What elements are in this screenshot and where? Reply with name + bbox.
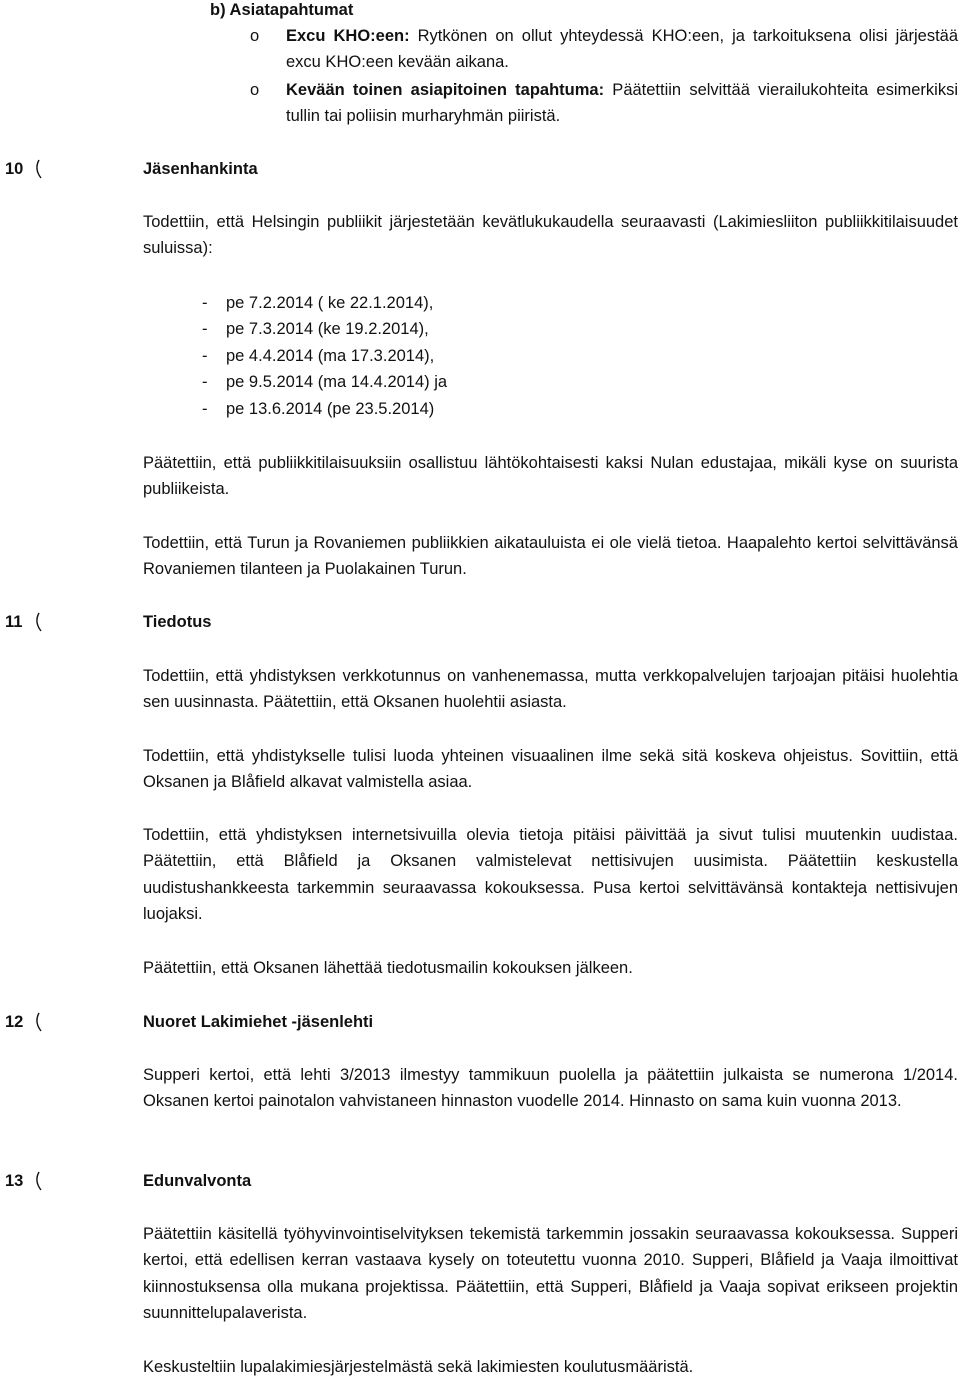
item-text: Rytkönen on ollut yhteydessä KHO:een, ja tarkoituksena olisi järjestää excu KHO:een kevään aikana. xyxy=(286,27,959,72)
dash-marker: - xyxy=(202,294,208,312)
dash-marker: - xyxy=(202,320,208,338)
list-item: pe 7.3.2014 (ke 19.2.2014), xyxy=(226,320,429,338)
paragraph: Päätettiin, että publiikkitilaisuuksiin osallistuu lähtökohtaisesti kaksi Nulan edustajaa, mikäli kyse on suurista publiikeista. xyxy=(143,454,958,499)
section-sign-icon xyxy=(32,159,42,179)
bullet-marker: o xyxy=(250,81,260,99)
list-item xyxy=(286,77,958,130)
section-title: Edunvalvonta xyxy=(143,1172,252,1190)
list-item: pe 4.4.2014 (ma 17.3.2014), xyxy=(226,347,435,365)
dash-marker: - xyxy=(202,347,208,365)
paragraph: Todettiin, että yhdistykselle tulisi luoda yhteinen visuaalinen ilme sekä sitä koskeva ohjeistus. Sovittiin, että Oksanen ja Blåfield alkavat valmistella asiaa. xyxy=(143,747,958,792)
section-number: 10 xyxy=(5,160,24,178)
section-sign-icon xyxy=(32,1012,42,1032)
section-title: Jäsenhankinta xyxy=(143,160,258,178)
paragraph: Todettiin, että yhdistyksen verkkotunnus on vanhenemassa, mutta verkkopalvelujen tarjoajan pitäisi huolehtia sen uusinnasta. Päätettiin, että Oksanen huolehtii asiasta. xyxy=(143,667,958,712)
list-item: pe 13.6.2014 (pe 23.5.2014) xyxy=(226,400,435,418)
bullet-marker: o xyxy=(250,27,260,45)
section-number: 12 xyxy=(5,1013,24,1031)
paragraph: Supperi kertoi, että lehti 3/2013 ilmestyy tammikuun puolella ja päätettiin julkaista se numerona 1/2014. Oksanen kertoi painotalon vahvistaneen hinnaston vuodelle 2014. Hinnasto on sama kuin vuonna 2013. xyxy=(143,1066,958,1111)
section-number: 11 xyxy=(5,613,23,631)
list-item xyxy=(286,23,958,76)
paragraph: Päätettiin käsitellä työhyvinvointiselvityksen tekemistä tarkemmin jossakin seuraavassa kokouksessa. Supperi kertoi, että edellisen kerran vastaava kysely on toteutettu vuonna 2010. Supperi, Blåfield ja Vaaja ilmoittivat kiinnostuksensa olla mukana projektissa. Päätettiin, että Supperi, Blåfield ja Vaaja sopivat erikseen projektin suunnittelupalaverista. xyxy=(143,1225,958,1323)
section-title: Tiedotus xyxy=(143,613,212,631)
paragraph: Keskusteltiin lupalakimiesjärjestelmästä sekä lakimiesten koulutusmääristä. xyxy=(143,1358,694,1376)
item-label: Kevään toinen asiapitoinen tapahtuma: xyxy=(286,81,605,99)
paragraph: Todettiin, että Helsingin publiikit järjestetään kevätlukukaudella seuraavasti (Lakimiesliiton publiikkitilaisuudet suluissa): xyxy=(143,213,958,258)
list-item: pe 9.5.2014 (ma 14.4.2014) ja xyxy=(226,373,448,391)
dash-marker: - xyxy=(202,373,208,391)
subsection-title: b) Asiatapahtumat xyxy=(210,1,354,19)
section-title: Nuoret Lakimiehet -jäsenlehti xyxy=(143,1013,374,1031)
item-label: Excu KHO:een: xyxy=(286,27,410,45)
paragraph: Todettiin, että Turun ja Rovaniemen publiikkien aikatauluista ei ole vielä tietoa. Haapalehto kertoi selvittävänsä Rovaniemen tilanteen ja Puolakainen Turun. xyxy=(143,534,958,579)
paragraph: Päätettiin, että Oksanen lähettää tiedotusmailin kokouksen jälkeen. xyxy=(143,959,633,977)
dash-marker: - xyxy=(202,400,208,418)
item-text: Päätettiin selvittää vierailukohteita esimerkiksi tullin tai poliisin murharyhmän piiristä. xyxy=(286,81,958,126)
paragraph: Todettiin, että yhdistyksen internetsivuilla olevia tietoja pitäisi päivittää ja sivut tulisi muutenkin uudistaa. Päätettiin, että Blåfield ja Oksanen valmistelevat nettisivujen uusimista. Päätettiin keskustella uudistushankkeesta tarkemmin seuraavassa kokouksessa. Pusa kertoi selvittävänsä kontakteja nettisivujen luojaksi. xyxy=(143,826,958,924)
list-item: pe 7.2.2014 ( ke 22.1.2014), xyxy=(226,294,434,312)
section-sign-icon xyxy=(32,612,42,632)
section-sign-icon xyxy=(32,1171,42,1191)
section-number: 13 xyxy=(5,1172,24,1190)
